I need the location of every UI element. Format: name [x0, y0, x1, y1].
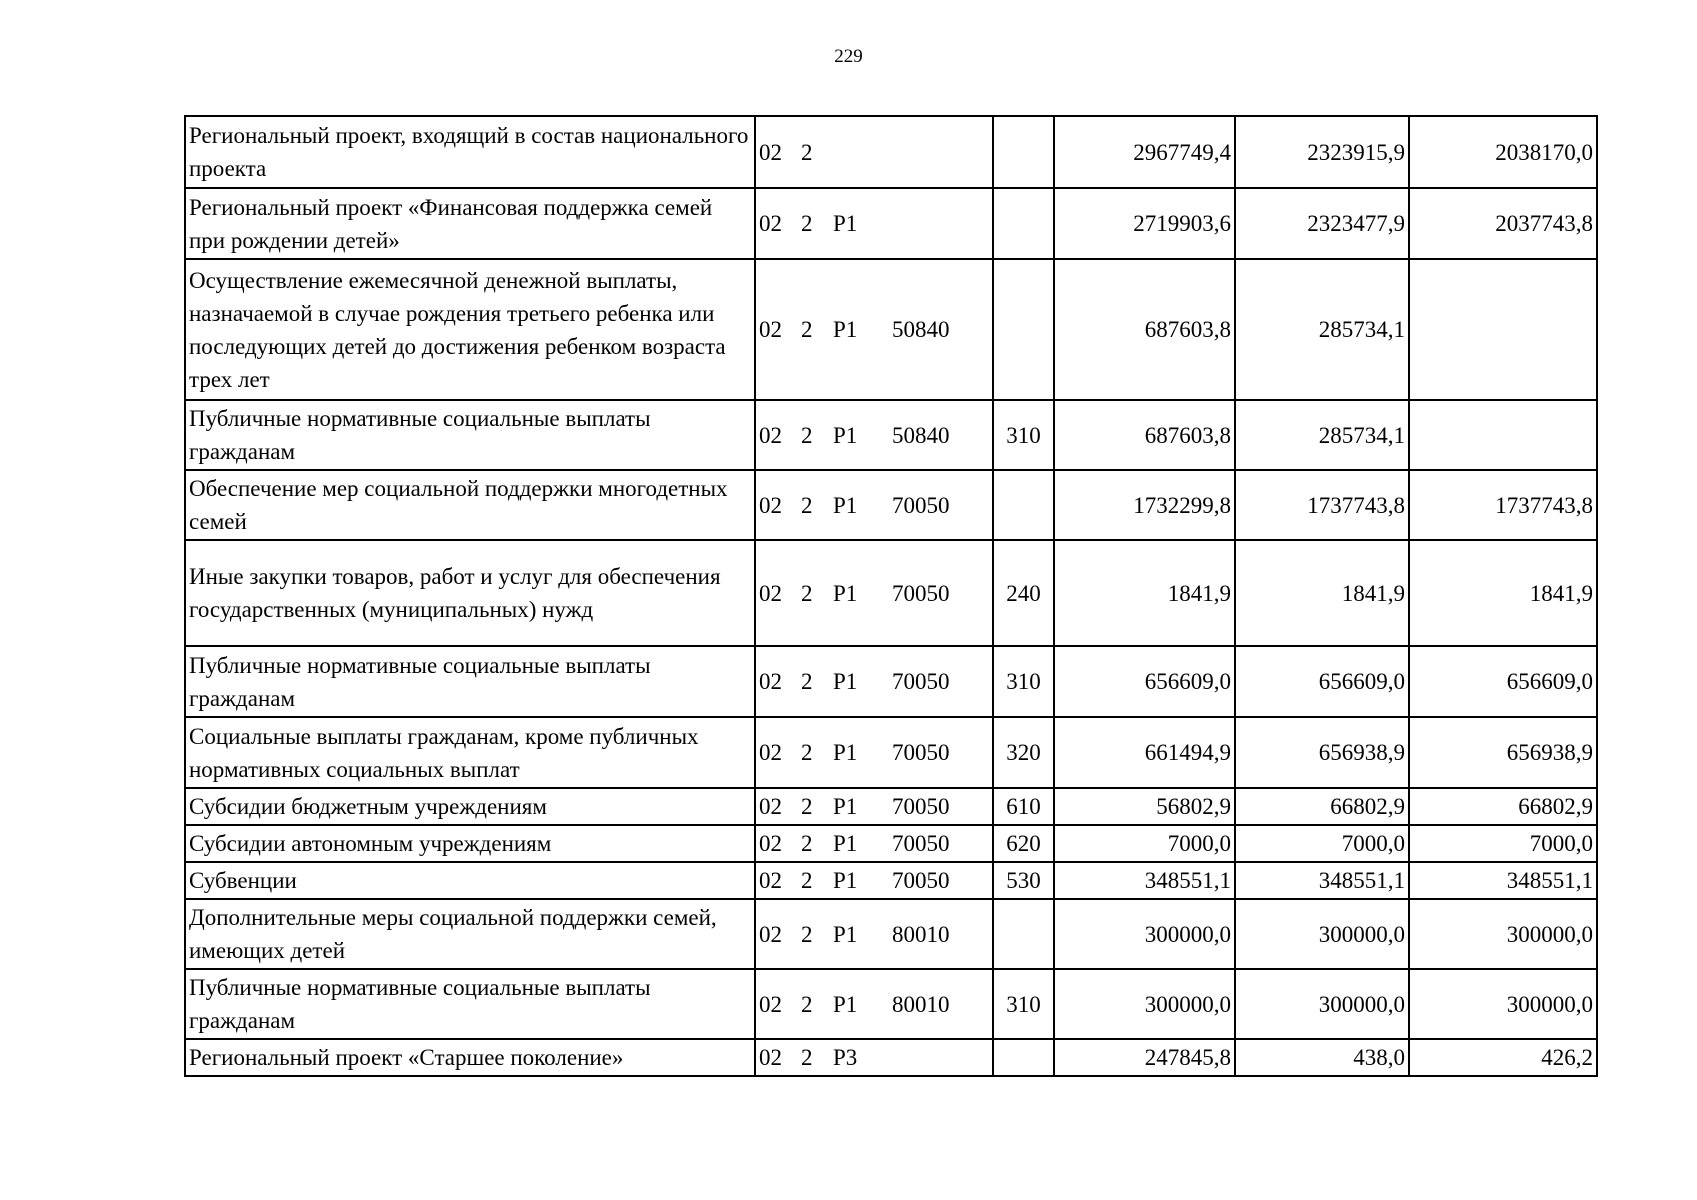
row-code-cell — [755, 788, 993, 825]
row-amount-year1: 661494,9 — [1054, 717, 1235, 788]
code-section: 02 — [759, 1045, 782, 1070]
code-section: 02 — [759, 991, 782, 1017]
row-code-cell — [755, 862, 993, 899]
row-amount-year1: 687603,8 — [1054, 259, 1235, 400]
page-number: 229 — [834, 46, 863, 67]
row-expense-type-cell: 240 — [993, 540, 1054, 646]
row-amount-year1: 247845,8 — [1054, 1039, 1235, 1076]
code-program: 2 — [801, 740, 813, 765]
row-name-cell: Иные закупки товаров, работ и услуг для обеспечения государственных (муниципальных) нужд — [185, 540, 755, 646]
code-program: 2 — [801, 831, 813, 856]
row-amount-year2: 2323915,9 — [1235, 116, 1409, 188]
code-section: 02 — [759, 868, 782, 893]
row-amount-year2: 285734,1 — [1235, 400, 1409, 470]
table-row — [185, 116, 1597, 188]
budget-table-body — [185, 116, 1597, 1076]
row-amount-year1: 300000,0 — [1054, 969, 1235, 1039]
code-target: 70050 — [892, 794, 950, 819]
code-target: 50840 — [892, 317, 950, 342]
row-amount-year3: 300000,0 — [1409, 969, 1597, 1039]
row-amount-year2: 300000,0 — [1235, 899, 1409, 969]
table-row — [185, 259, 1597, 400]
code-project: P1 — [833, 317, 858, 342]
row-code-cell — [755, 825, 993, 862]
row-amount-year1: 656609,0 — [1054, 646, 1235, 717]
row-expense-type-cell: 620 — [993, 825, 1054, 862]
row-amount-year1: 1732299,8 — [1054, 470, 1235, 540]
row-amount-year2: 1737743,8 — [1235, 470, 1409, 540]
table-row — [185, 1039, 1597, 1076]
row-amount-year1: 56802,9 — [1054, 788, 1235, 825]
row-amount-year1: 687603,8 — [1054, 400, 1235, 470]
row-name-cell: Осуществление ежемесячной денежной выплаты, назначаемой в случае рождения третьего ребенка или последующих детей до достижения ребенком возраста трех лет — [185, 259, 755, 400]
table-row — [185, 540, 1597, 646]
row-amount-year2: 1841,9 — [1235, 540, 1409, 646]
row-amount-year1: 1841,9 — [1054, 540, 1235, 646]
code-program: 2 — [801, 211, 813, 236]
row-amount-year3: 7000,0 — [1409, 825, 1597, 862]
code-project: P1 — [833, 211, 858, 236]
row-expense-type-cell — [993, 116, 1054, 188]
table-row — [185, 470, 1597, 540]
row-amount-year2: 656609,0 — [1235, 646, 1409, 717]
row-code-cell — [755, 717, 993, 788]
code-project: P1 — [833, 991, 858, 1017]
row-amount-year3: 2037743,8 — [1409, 188, 1597, 259]
code-target: 80010 — [892, 991, 950, 1017]
code-program: 2 — [801, 794, 813, 819]
row-expense-type-cell: 310 — [993, 400, 1054, 470]
budget-table — [184, 115, 1598, 1077]
code-section: 02 — [759, 740, 782, 765]
code-project: P3 — [833, 1045, 858, 1070]
row-name-cell: Обеспечение мер социальной поддержки многодетных семей — [185, 470, 755, 540]
row-amount-year1: 7000,0 — [1054, 825, 1235, 862]
code-section: 02 — [759, 492, 782, 518]
code-section: 02 — [759, 211, 782, 236]
row-amount-year2: 438,0 — [1235, 1039, 1409, 1076]
row-name-cell: Социальные выплаты гражданам, кроме публичных нормативных социальных выплат — [185, 717, 755, 788]
row-expense-type-cell — [993, 188, 1054, 259]
row-name-cell: Региональный проект «Старшее поколение» — [185, 1039, 755, 1076]
code-section: 02 — [759, 831, 782, 856]
row-expense-type-cell: 530 — [993, 862, 1054, 899]
row-name-cell: Субвенции — [185, 862, 755, 899]
code-section: 02 — [759, 580, 782, 606]
row-amount-year2: 66802,9 — [1235, 788, 1409, 825]
row-name-cell: Региональный проект «Финансовая поддержка семей при рождении детей» — [185, 188, 755, 259]
row-amount-year3: 656938,9 — [1409, 717, 1597, 788]
code-program: 2 — [801, 492, 813, 518]
row-code-cell — [755, 259, 993, 400]
code-target: 70050 — [892, 580, 950, 606]
row-name-cell: Публичные нормативные социальные выплаты гражданам — [185, 969, 755, 1039]
code-project: P1 — [833, 492, 858, 518]
row-amount-year3 — [1409, 400, 1597, 470]
code-program: 2 — [801, 139, 813, 165]
row-code-cell — [755, 470, 993, 540]
code-program: 2 — [801, 921, 813, 947]
row-amount-year2: 348551,1 — [1235, 862, 1409, 899]
row-amount-year2: 285734,1 — [1235, 259, 1409, 400]
row-name-cell: Публичные нормативные социальные выплаты гражданам — [185, 400, 755, 470]
table-row — [185, 188, 1597, 259]
row-amount-year2: 656938,9 — [1235, 717, 1409, 788]
row-expense-type-cell: 320 — [993, 717, 1054, 788]
code-program: 2 — [801, 580, 813, 606]
row-amount-year1: 2967749,4 — [1054, 116, 1235, 188]
row-code-cell — [755, 646, 993, 717]
row-amount-year3: 66802,9 — [1409, 788, 1597, 825]
code-project: P1 — [833, 794, 858, 819]
code-section: 02 — [759, 422, 782, 448]
code-target: 70050 — [892, 492, 950, 518]
row-amount-year1: 300000,0 — [1054, 899, 1235, 969]
code-project: P1 — [833, 669, 858, 694]
row-name-cell: Публичные нормативные социальные выплаты гражданам — [185, 646, 755, 717]
table-row — [185, 969, 1597, 1039]
table-row — [185, 788, 1597, 825]
row-amount-year3: 1737743,8 — [1409, 470, 1597, 540]
row-amount-year3 — [1409, 259, 1597, 400]
table-row — [185, 717, 1597, 788]
row-name-cell: Субсидии бюджетным учреждениям — [185, 788, 755, 825]
table-row — [185, 646, 1597, 717]
row-expense-type-cell: 310 — [993, 969, 1054, 1039]
row-expense-type-cell — [993, 259, 1054, 400]
code-section: 02 — [759, 794, 782, 819]
code-program: 2 — [801, 991, 813, 1017]
row-code-cell — [755, 899, 993, 969]
row-code-cell — [755, 400, 993, 470]
row-amount-year3: 300000,0 — [1409, 899, 1597, 969]
row-amount-year2: 7000,0 — [1235, 825, 1409, 862]
code-program: 2 — [801, 1045, 813, 1070]
code-target: 50840 — [892, 422, 950, 448]
row-code-cell — [755, 116, 993, 188]
code-section: 02 — [759, 317, 782, 342]
row-amount-year3: 656609,0 — [1409, 646, 1597, 717]
code-program: 2 — [801, 317, 813, 342]
code-program: 2 — [801, 422, 813, 448]
row-amount-year3: 1841,9 — [1409, 540, 1597, 646]
table-row — [185, 862, 1597, 899]
row-expense-type-cell — [993, 470, 1054, 540]
row-code-cell — [755, 1039, 993, 1076]
row-amount-year1: 2719903,6 — [1054, 188, 1235, 259]
code-project: P1 — [833, 580, 858, 606]
code-target: 70050 — [892, 740, 950, 765]
code-project: P1 — [833, 868, 858, 893]
table-row — [185, 899, 1597, 969]
code-section: 02 — [759, 139, 782, 165]
code-target: 70050 — [892, 831, 950, 856]
code-program: 2 — [801, 868, 813, 893]
row-expense-type-cell — [993, 899, 1054, 969]
row-code-cell — [755, 969, 993, 1039]
row-amount-year1: 348551,1 — [1054, 862, 1235, 899]
row-name-cell: Субсидии автономным учреждениям — [185, 825, 755, 862]
table-row — [185, 825, 1597, 862]
code-project: P1 — [833, 422, 858, 448]
row-expense-type-cell: 610 — [993, 788, 1054, 825]
row-name-cell: Дополнительные меры социальной поддержки семей, имеющих детей — [185, 899, 755, 969]
row-name-cell: Региональный проект, входящий в состав национального проекта — [185, 116, 755, 188]
code-section: 02 — [759, 921, 782, 947]
row-code-cell — [755, 188, 993, 259]
code-project: P1 — [833, 921, 858, 947]
row-amount-year3: 426,2 — [1409, 1039, 1597, 1076]
code-target: 70050 — [892, 669, 950, 694]
code-section: 02 — [759, 669, 782, 694]
code-target: 70050 — [892, 868, 950, 893]
table-row — [185, 400, 1597, 470]
row-amount-year3: 348551,1 — [1409, 862, 1597, 899]
code-project: P1 — [833, 740, 858, 765]
row-amount-year3: 2038170,0 — [1409, 116, 1597, 188]
row-amount-year2: 2323477,9 — [1235, 188, 1409, 259]
code-target: 80010 — [892, 921, 950, 947]
row-expense-type-cell — [993, 1039, 1054, 1076]
code-program: 2 — [801, 669, 813, 694]
row-expense-type-cell: 310 — [993, 646, 1054, 717]
row-code-cell — [755, 540, 993, 646]
row-amount-year2: 300000,0 — [1235, 969, 1409, 1039]
code-project: P1 — [833, 831, 858, 856]
